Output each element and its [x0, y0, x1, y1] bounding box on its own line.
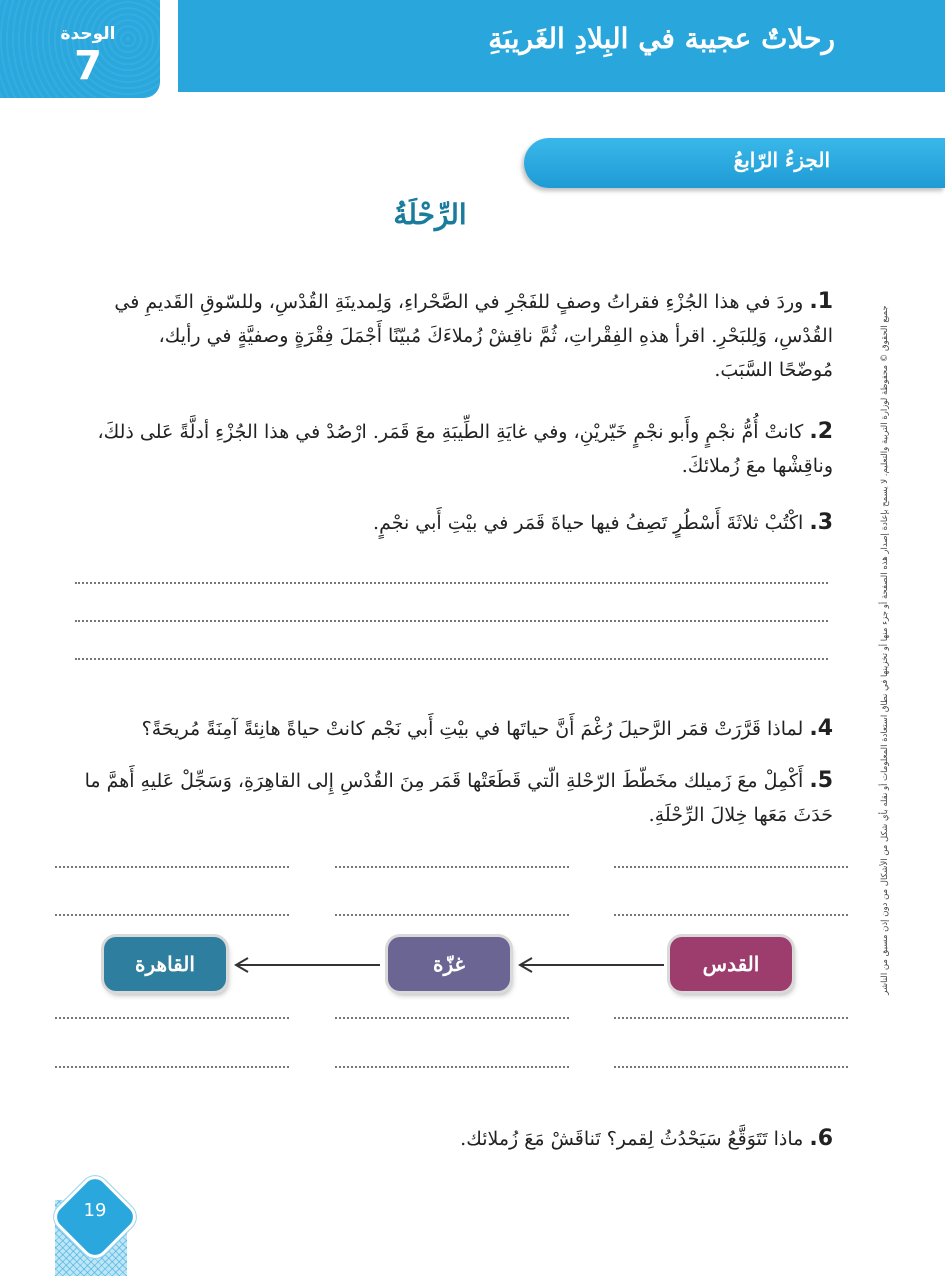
answer-line[interactable]	[614, 866, 848, 868]
page-number: 19	[83, 1200, 107, 1221]
answer-line[interactable]	[75, 620, 828, 622]
left-arrow-icon	[232, 955, 382, 975]
answer-line[interactable]	[335, 1066, 569, 1068]
answer-line[interactable]	[614, 1017, 848, 1019]
flow-start-box	[670, 937, 792, 991]
question-2	[78, 415, 833, 483]
answer-line[interactable]	[55, 866, 289, 868]
question-5	[78, 764, 833, 832]
section-title: الرِّحْلَةُ	[393, 198, 467, 231]
question-number: 2.	[809, 419, 833, 444]
question-4	[78, 712, 833, 746]
answer-line[interactable]	[335, 1017, 569, 1019]
question-number: 1.	[809, 289, 833, 314]
part-banner	[524, 138, 945, 188]
answer-line[interactable]	[75, 658, 828, 660]
part-title: الجزءُ الرّابعُ	[733, 148, 830, 172]
flow-middle-box	[388, 937, 510, 991]
answer-line[interactable]	[55, 1066, 289, 1068]
question-1	[108, 285, 833, 387]
question-text: لماذا قَرَّرَتْ قمَر الرَّحيلَ رُغْمَ أَنَّ حياتَها في بيْتِ أَبي نَجْم كانتْ حياةً هانِئةً آمِنَةً مُريحَةً؟	[141, 718, 804, 740]
flow-start-label: القدس	[702, 952, 760, 976]
question-text: كانتْ أُمُّ نجْمٍ وأَبو نجْمٍ خَيّريْنِ، وفي غايَةِ الطِّيبَةِ معَ قَمَر. ارْصُدْ في هذا الجُزْءِ أدلَّةً عَلى ذلكَ، وناقِشْها معَ زُملائكَ.	[97, 421, 833, 477]
chapter-title: رحلاتٌ عجيبة في البِلادِ الغَريبَةِ	[488, 22, 835, 55]
unit-number: 7	[74, 43, 102, 89]
copyright-text: جميع الحقوق © محفوظة لوزارة التربية والتعليم. لا يسمح بإعادة إصدار هذه الصفحة أو جزء منها أو تخزينها في نطاق استعادة المعلومات أو نقله بأي شكل من الأشكال من دون إذن مسبق من الناشر	[880, 305, 890, 995]
question-number: 5.	[809, 768, 833, 793]
answer-line[interactable]	[55, 914, 289, 916]
question-text: ماذا تَتَوَقَّعُ سَيَحْدُثُ لِقمر؟ تَناقَشْ مَعَ زُملائك.	[460, 1128, 804, 1150]
unit-label: الوحدة	[60, 24, 116, 44]
answer-line[interactable]	[55, 1017, 289, 1019]
left-arrow-icon	[516, 955, 666, 975]
answer-line[interactable]	[335, 866, 569, 868]
flow-end-label: القاهرة	[135, 952, 195, 976]
answer-line[interactable]	[614, 1066, 848, 1068]
header-bar	[170, 0, 945, 92]
question-3	[78, 506, 833, 540]
question-text: اكْتُبْ ثلاثَةَ أَسْطُرٍ تَصِفُ فيها حياةَ قَمَر في بيْتِ أَبي نجْمٍ.	[373, 512, 804, 534]
unit-badge	[0, 0, 178, 112]
flow-end-box	[104, 937, 226, 991]
question-text: وردَ في هذا الجُزْءِ فقراتُ وصفٍ للفَجْرِ في الصَّحْراءِ، وَلِمدينَةِ القُدْسِ، وللسّوقِ القَديمِ في القُدْسِ، وَلِلبَحْرِ. اقرأ هذهِ الفِقْراتِ، ثُمَّ ناقِشْ زُملاءَكَ مُبيّنًا أَجْمَلَ فِقْرَةٍ وصفيَّةٍ في رأيك، مُوضّحًا السَّبَبَ.	[114, 291, 833, 381]
question-text: أَكْمِلْ معَ زَميلك مخَطّطَ الرّحْلةِ الّتي قَطَعَتْها قَمَر مِنَ القُدْسِ إِلى القاهِرَةِ، وَسَجِّلْ عَليهِ أَهمَّ ما حَدَثَ مَعَها خِلالَ الرِّحْلَةِ.	[84, 770, 833, 826]
answer-line[interactable]	[75, 582, 828, 584]
answer-line[interactable]	[335, 914, 569, 916]
question-6	[78, 1122, 833, 1156]
flow-middle-label: غزّة	[433, 952, 465, 976]
answer-line[interactable]	[614, 914, 848, 916]
copyright-side-note	[878, 300, 892, 1000]
question-number: 4.	[809, 716, 833, 741]
question-number: 6.	[809, 1126, 833, 1151]
question-number: 3.	[809, 510, 833, 535]
